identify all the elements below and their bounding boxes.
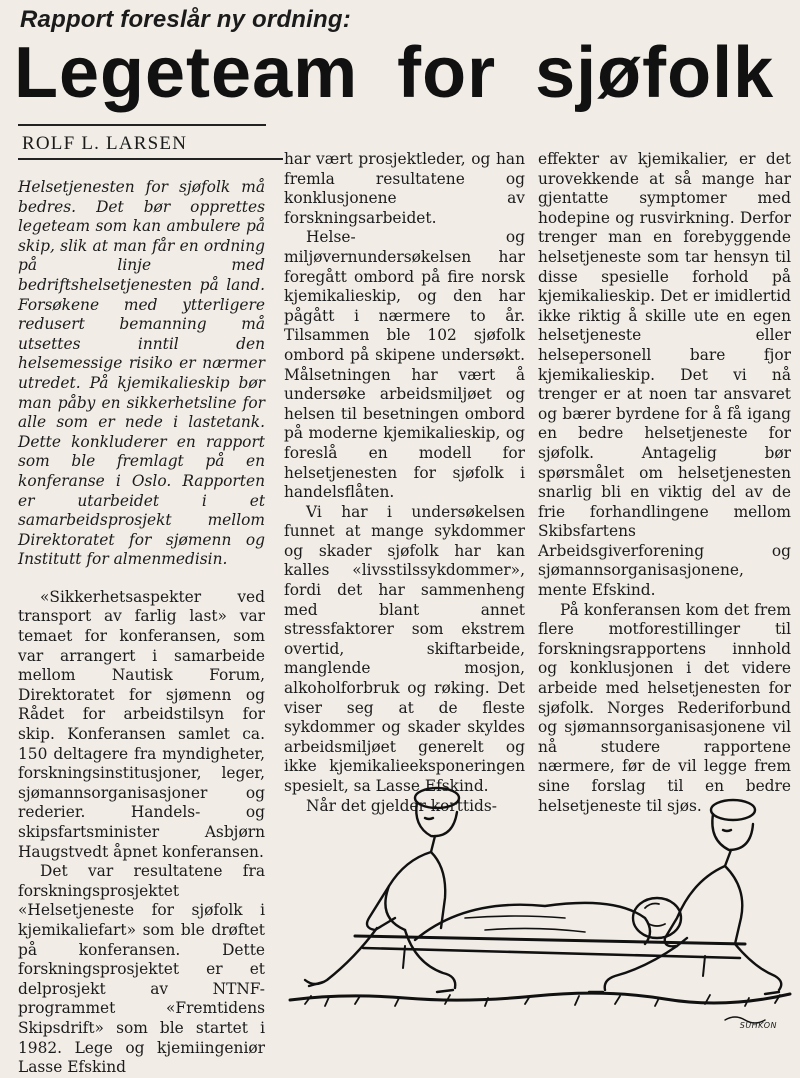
stretcher-cartoon-illustration — [285, 768, 795, 1038]
illustration-signature: SUHKON — [739, 1021, 777, 1030]
body-paragraph: Helse- og miljøvernundersøkelsen har foregått ombord på fire norsk kjemikalieskip, og den har pågått i nærmere to år. Tilsammen ble 102 sjøfolk ombord på skipene undersøkt. Målsetningen har vært å undersøke arbeidsmiljøet og helsen til besetningen ombord på moderne kjemikalieskip, og foreslå en modell for helsetjenesten for sjøfolk i handelsflåten. — [284, 228, 525, 502]
body-paragraph-continued: har vært prosjektleder, og han fremla resultatene og konklusjonene av forskningsarbeidet. — [284, 150, 525, 227]
body-paragraph: «Sikkerhetsaspekter ved transport av farlig last» var temaet for konferansen, som var arrangert i samarbeide mellom Nautisk Forum, Direktoratet for sjømenn og Rådet for arbeidstilsyn for skip. Konferansen samlet ca. 150 deltagere fra myndigheter, forskningsinstitusjoner, leger, sjømannsorganisasjoner og rederier. Handels- og skipsfartsminister Asbjørn Haugstvedt åpnet konferansen. — [18, 587, 265, 861]
byline-bottom-rule — [18, 158, 283, 160]
byline: ROLF L. LARSEN — [22, 133, 188, 154]
body-paragraph: Når det gjelder korttids- — [306, 796, 497, 815]
body-paragraph: Det var resultatene fra forskningsprosjektet «Helsetjeneste for sjøfolk i kjemikaliefart» som ble drøftet på konferansen. Dette forskningsprosjektet er et delprosjekt av NTNF-programmet «Fremtidens Skipsdrift» som ble startet i 1982. Lege og kjemiingeniør Lasse Efskind — [18, 862, 265, 1077]
article-column-3 — [538, 150, 791, 816]
body-paragraph: På konferansen kom det frem flere motforestillinger til forskningsrapportens innhold og konklusjonen i det videre arbeide med helsetjenesten for sjøfolk. Norges Rederiforbund og sjømannsorganisasjonene vil nå studere rapportene nærmere, før de vil legge frem sine forslag til en bedre helsetjeneste til sjøs. — [538, 600, 791, 815]
article-column-2 — [284, 150, 525, 816]
lead-paragraph: Helsetjenesten for sjøfolk må bedres. Det bør opprettes legeteam som kan ambulere på skip, slik at man får en ordning på linje med bedriftshelsetjenesten på land. Forsøkene med ytterligere redusert bemanning må utsettes inntil den helsemessige risiko er nærmer utredet. På kjemikalieskip bør man påby en sikkerhetsline for alle som er nede i lastetank. Dette konkluderer en rapport som ble fremlagt på en konferanse i Oslo. Rapporten er utarbeidet i et samarbeidsprosjekt mellom Direktoratet for sjømenn og Institutt for almenmedisin. — [18, 178, 265, 569]
body-paragraph-continued: effekter av kjemikalier, er det urovekkende at så mange har gjentatte symptomer med hodepine og rusvirkning. Derfor trenger man en forebyggende helsetjeneste som tar hensyn til disse spesielle forhold på kjemikalieskip. Det er imidlertid ikke riktig å skille ute en egen helsetjeneste eller helsepersonell bare fjor kjemikalieskip. Det vi nå trenger er at noen tar ansvaret og bærer byrdene for å få igang en bedre helsetjeneste for sjøfolk. Antagelig bør spørsmålet om helsetjenesten snarlig bli en viktig del av de frie forhandlingene mellom Skibsfartens Arbeidsgiverforening og sjømannsorganisasjonene, mente Efskind. — [538, 150, 791, 600]
body-paragraph: Vi har i undersøkelsen funnet at mange sykdommer og skader sjøfolk har kan kalles «livsstilssykdommer», fordi det har sammenheng med blant annet stressfaktorer som ekstrem overtid, skiftarbeide, manglende mosjon, alkoholforbruk og røking. Det viser seg at de fleste sykdommer og skader skyldes arbeidsmiljøet generelt og ikke kjemikalieeksponeringen spesielt, sa Lasse Efskind. — [284, 502, 525, 795]
kicker: Rapport foreslår ny ordning: — [20, 6, 351, 33]
article-column-1 — [18, 178, 265, 1078]
byline-top-rule — [18, 124, 266, 126]
headline: Legeteam for sjøfolk — [14, 33, 775, 113]
